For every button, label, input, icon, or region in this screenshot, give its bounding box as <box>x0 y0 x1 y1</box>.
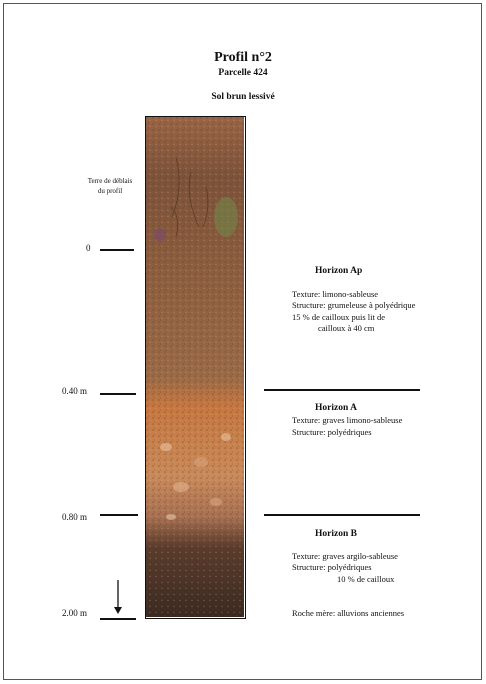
depth-label-080: 0.80 m <box>62 512 88 522</box>
horizon-a-texture: Texture: graves limono-sableuse <box>292 415 403 425</box>
horizon-line-080 <box>264 514 420 516</box>
depth-tick-080 <box>100 514 138 516</box>
soil-type-label: Sol brun lessivé <box>211 92 275 102</box>
soil-profile-photo <box>145 116 246 619</box>
horizon-ap-title: Horizon Ap <box>315 266 363 276</box>
bedrock-label: Roche mère: alluvions anciennes <box>292 608 405 618</box>
spoil-label-line-2: du profil <box>97 187 123 195</box>
horizon-ap-structure: Structure: grumeleuse à polyédrique <box>292 300 416 310</box>
parcel-label: Parcelle 424 <box>218 68 268 78</box>
depth-label-0: 0 <box>86 243 91 253</box>
horizon-b-stones: 10 % de cailloux <box>337 574 395 584</box>
spoil-label-line-1: Terre de déblais <box>87 177 133 185</box>
depth-tick-040 <box>100 393 136 395</box>
horizon-a-title: Horizon A <box>315 403 357 413</box>
down-arrow-icon <box>112 580 124 616</box>
horizon-ap-stones: 15 % de cailloux puis lit de <box>292 312 386 322</box>
horizon-b-texture: Texture: graves argilo-sableuse <box>292 551 398 561</box>
depth-label-040: 0.40 m <box>62 386 88 396</box>
depth-label-200: 2.00 m <box>62 608 88 618</box>
page-title: Profil n°2 <box>214 50 272 65</box>
horizon-a-structure: Structure: polyédriques <box>292 427 372 437</box>
horizon-b-title: Horizon B <box>315 529 357 539</box>
depth-tick-0 <box>100 249 134 251</box>
horizon-ap-texture: Texture: limono-sableuse <box>292 289 379 299</box>
horizon-line-040 <box>264 389 420 391</box>
horizon-ap-stones-cont: cailloux à 40 cm <box>318 323 375 333</box>
horizon-b-structure: Structure: polyédriques <box>292 562 372 572</box>
depth-tick-200 <box>100 618 136 620</box>
